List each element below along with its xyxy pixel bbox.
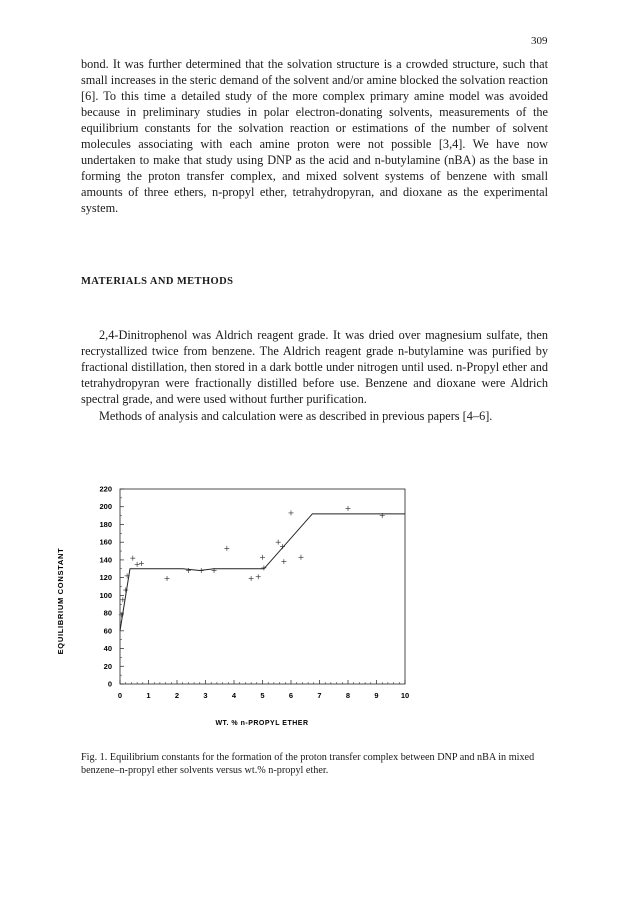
y-tick-label: 180 [99,519,112,529]
x-tick-label: 6 [288,691,294,700]
y-tick-label: 20 [103,661,112,671]
data-point [256,574,261,579]
plot-frame [120,489,405,684]
body-paragraph-2: 2,4-Dinitrophenol was Aldrich reagent grade. It was dried over magnesium sulfate, then recrystallized twice from benzene. The Aldrich reagent grade n-butylamine was purified by fractional distillation, then stored in a dark bottle under nitrogen until used. n-Propyl ether and tetrahydropyran were fractionally distilled before use. Benzene and dioxane were Aldrich spectral grade, and were used without further purification. [81,328,548,406]
section-heading: MATERIALS AND METHODS [81,276,234,287]
y-tick-label: 40 [103,644,112,654]
y-tick-label: 140 [99,555,112,565]
data-point [139,561,144,566]
y-tick-label: 100 [99,590,112,600]
x-tick-label: 0 [117,691,123,700]
y-tick-label: 0 [107,679,112,689]
data-point [346,506,351,511]
x-tick-label: 9 [374,691,379,700]
body-paragraph-1: bond. It was further determined that the solvation structure is a crowded structure, such that small increases in the steric demand of the solvent and/or amine blocked the solvation reaction [6]. To this time a detailed study of the more complex primary amine model was avoided because in preliminary studies in polar electron-donating solvents, measurements of the equilibrium constants for the solvation reaction or estimations of the number of solvent molecules associating with each amine proton were not possible [3,4]. We have now undertaken to make that study using DNP as the acid and n-butylamine (nBA) as the base in forming the proton transfer complex, and mixed solvent systems of benzene with small amounts of three ethers, n-propyl ether, tetrahydropyran, and dioxane as the experimental system. [81,57,548,215]
y-tick-label: 160 [99,537,112,547]
data-point [199,568,204,573]
y-tick-label: 60 [103,626,112,636]
x-tick-label: 5 [260,691,265,700]
figure-1 [50,474,440,744]
data-point [298,555,303,560]
fit-line [120,514,405,631]
data-point [123,588,128,593]
data-point [281,559,286,564]
y-tick-label: 220 [99,484,112,494]
x-tick-label: 3 [203,691,208,700]
data-point [165,576,170,581]
data-point [130,556,135,561]
page-number: 309 [531,35,548,47]
x-tick-label: 2 [174,691,180,700]
figure-caption: Fig. 1. Equilibrium constants for the formation of the proton transfer complex between DNP and nBA in mixed benzene–n-propyl ether solvents versus wt.% n-propyl ether. [81,752,535,776]
x-tick-label: 7 [317,691,322,700]
x-tick-label: 10 [400,691,410,700]
data-point [135,562,140,567]
data-point [249,576,254,581]
x-tick-label: 8 [345,691,351,700]
data-point [289,510,294,515]
x-tick-label: 1 [146,691,151,700]
data-point [280,544,285,549]
data-point [260,555,265,560]
body-paragraph-3: Methods of analysis and calculation were as described in previous papers [4–6]. [99,409,493,423]
y-tick-label: 120 [99,573,112,583]
y-tick-label: 200 [99,502,112,512]
data-point [276,540,281,545]
equilibrium-chart [50,474,440,744]
x-tick-label: 4 [231,691,237,700]
data-point [224,546,229,551]
x-axis-label: WT. % n-PROPYL ETHER [215,720,309,727]
y-tick-label: 80 [103,608,112,618]
y-axis-label: EQUILIBRIUM CONSTANT [56,547,65,655]
